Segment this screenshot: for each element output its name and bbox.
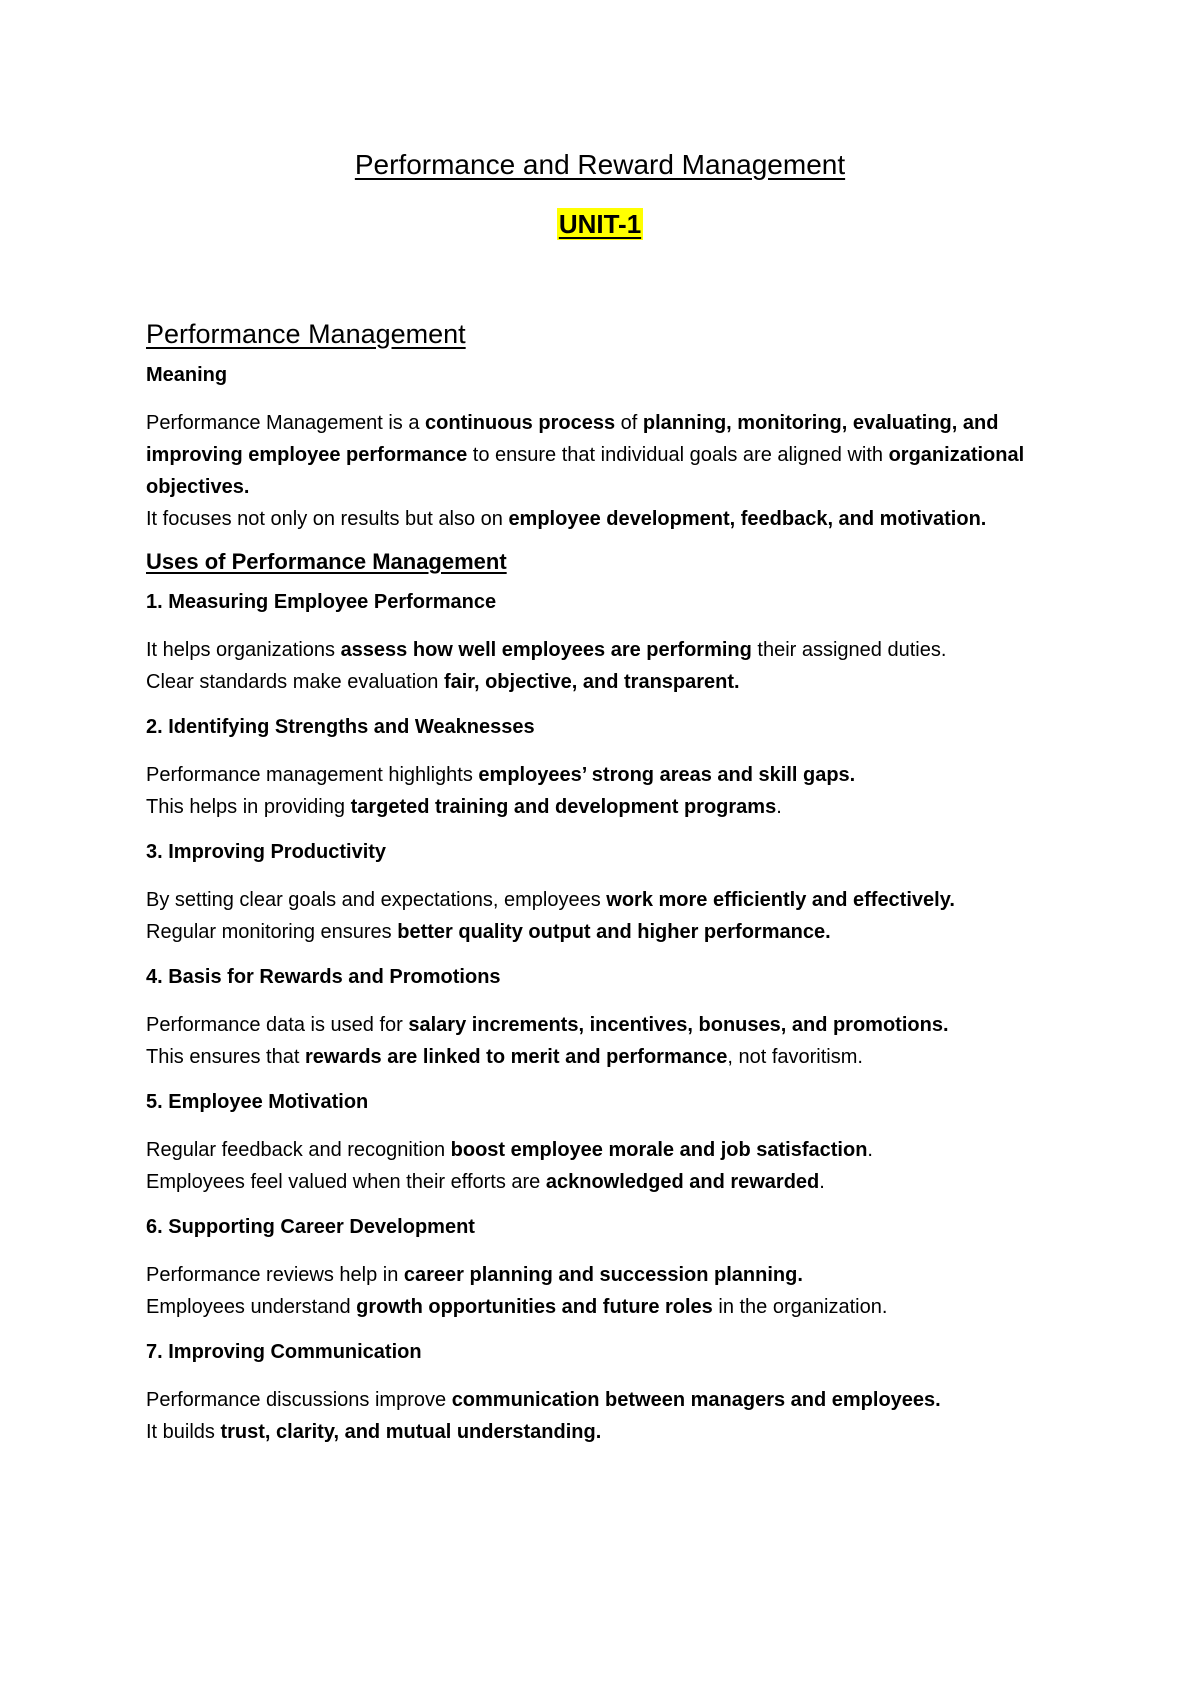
use-item-line	[146, 666, 1086, 698]
use-item-title: 2. Identifying Strengths and Weaknesses	[146, 716, 535, 738]
use-item-line-run: assess how well employees are performing	[340, 639, 752, 661]
use-item-line	[146, 1416, 1086, 1448]
use-item-line-run: By setting clear goals and expectations, employees	[146, 889, 607, 911]
use-item-line-run: This ensures that	[146, 1046, 305, 1068]
use-item-line	[146, 1384, 1086, 1416]
use-item-line-run: fair, objective, and transparent.	[443, 671, 740, 693]
use-item-line	[146, 759, 1086, 791]
use-item-line-run: Performance discussions improve	[146, 1389, 452, 1411]
meaning-text-1	[146, 412, 1024, 498]
use-item-line-run: Performance management highlights	[146, 764, 479, 786]
use-item-line-run: Employees understand	[146, 1296, 357, 1318]
meaning-text-run: It focuses not only on results but also on	[146, 508, 509, 530]
use-item-line-run: targeted training and development programs	[350, 796, 777, 818]
use-item-line-run: Performance data is used for	[146, 1014, 409, 1036]
use-item-line-run: acknowledged and rewarded	[545, 1171, 820, 1193]
use-item-line	[146, 884, 1086, 916]
use-item-line-run: Clear standards make evaluation	[146, 671, 444, 693]
use-item-title: 5. Employee Motivation	[146, 1091, 369, 1113]
use-item-line	[146, 634, 1086, 666]
use-item-line-run: , not favoritism.	[727, 1046, 863, 1068]
use-item-body	[146, 1009, 1086, 1073]
use-item-line-run: Employees feel valued when their efforts are	[146, 1171, 546, 1193]
uses-heading: Uses of Performance Management	[146, 549, 507, 574]
use-item-line	[146, 916, 1086, 948]
use-item-line	[146, 1259, 1086, 1291]
use-item-line-run: .	[867, 1139, 873, 1161]
meaning-text-run: continuous process	[425, 412, 616, 434]
use-item-title: 6. Supporting Career Development	[146, 1216, 475, 1238]
unit-label: UNIT-1	[558, 209, 642, 239]
meaning-text-run: to ensure that individual goals are aligned with	[467, 444, 889, 466]
use-item-line-run: Performance reviews help in	[146, 1264, 404, 1286]
use-item-line-run: It builds	[146, 1421, 221, 1443]
use-item-body	[146, 1134, 1086, 1198]
use-item-line-run: in the organization.	[712, 1296, 888, 1318]
meaning-label: Meaning	[146, 364, 228, 386]
use-item-line-run: .	[776, 796, 782, 818]
use-item-body	[146, 1259, 1086, 1323]
document-title: Performance and Reward Management	[354, 149, 846, 180]
use-item-title: 3. Improving Productivity	[146, 841, 387, 863]
meaning-text-run: organizational objectives.	[146, 444, 1025, 498]
use-item-line-run: It helps organizations	[146, 639, 341, 661]
section-heading: Performance Management	[146, 319, 466, 349]
use-item-line-run: Regular monitoring ensures	[146, 921, 398, 943]
use-item-line-run: .	[819, 1171, 825, 1193]
use-item-line-run: better quality output and higher performance.	[397, 921, 831, 943]
use-item-line-run: Regular feedback and recognition	[146, 1139, 451, 1161]
use-item-line	[146, 1291, 1086, 1323]
use-item-line-run: growth opportunities and future roles	[356, 1296, 713, 1318]
use-item-line-run: boost employee morale and job satisfaction	[450, 1139, 868, 1161]
use-item-line-run: rewards are linked to merit and performance	[304, 1046, 728, 1068]
use-item-title: 4. Basis for Rewards and Promotions	[146, 966, 501, 988]
use-item-line-run: trust, clarity, and mutual understanding.	[220, 1421, 602, 1443]
use-item-body	[146, 1384, 1086, 1448]
meaning-text-run: planning, monitoring, evaluating, and improving employee performance	[146, 412, 999, 466]
use-item-line	[146, 1134, 1086, 1166]
use-item-line-run: their assigned duties.	[751, 639, 947, 661]
use-item-line-run: career planning and succession planning.	[403, 1264, 803, 1286]
meaning-text-2	[146, 508, 986, 530]
use-item-line-run: communication between managers and employees.	[451, 1389, 941, 1411]
use-item-title: 1. Measuring Employee Performance	[146, 591, 497, 613]
use-item-line-run: This helps in providing	[146, 796, 351, 818]
use-item-line	[146, 1166, 1086, 1198]
document-body	[146, 317, 1086, 1464]
use-item-line-run: employees’ strong areas and skill gaps.	[478, 764, 856, 786]
use-item-line-run: salary increments, incentives, bonuses, and promotions.	[408, 1014, 949, 1036]
uses-list	[146, 589, 1086, 1448]
use-item-line-run: work more efficiently and effectively.	[606, 889, 955, 911]
use-item-body	[146, 884, 1086, 948]
use-item-body	[146, 634, 1086, 698]
use-item-body	[146, 759, 1086, 823]
meaning-text-run: of	[615, 412, 643, 434]
meaning-text-run: employee development, feedback, and motivation.	[508, 508, 987, 530]
use-item-line	[146, 791, 1086, 823]
meaning-text-run: Performance Management is a	[146, 412, 426, 434]
use-item-line	[146, 1041, 1086, 1073]
meaning-paragraph	[146, 407, 1086, 535]
use-item-title: 7. Improving Communication	[146, 1341, 422, 1363]
unit-label-wrap	[0, 208, 1200, 240]
use-item-line	[146, 1009, 1086, 1041]
